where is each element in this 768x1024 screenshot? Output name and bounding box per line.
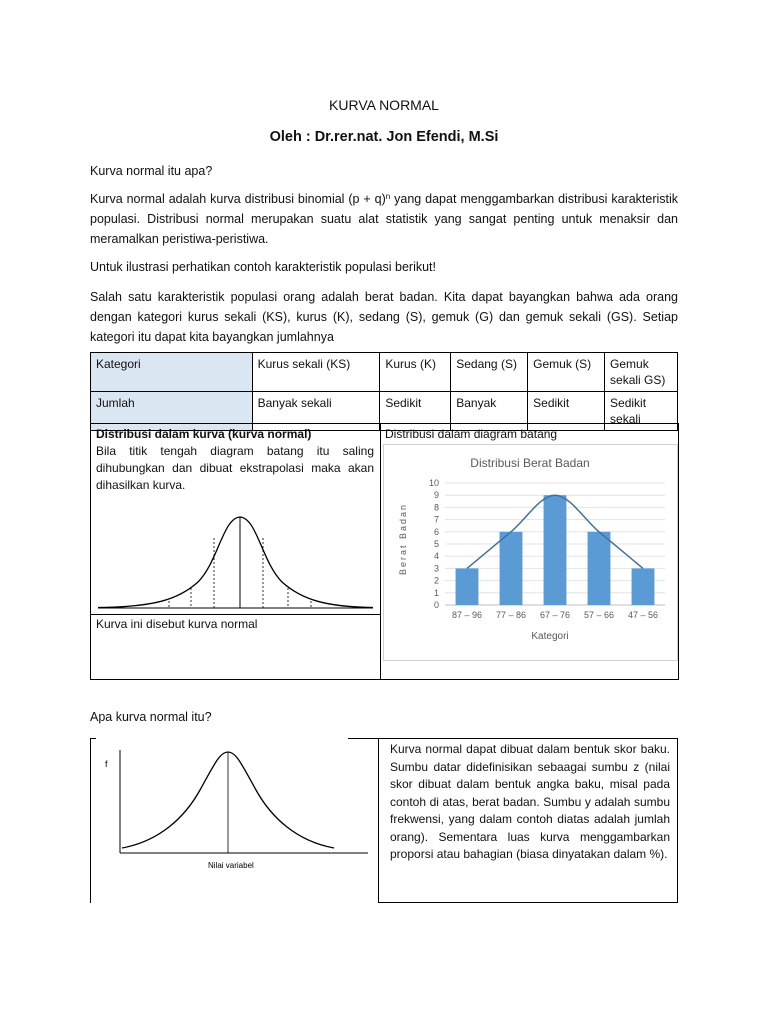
caption-divider bbox=[90, 614, 381, 615]
author-line: Oleh : Dr.rer.nat. Jon Efendi, M.Si bbox=[269, 129, 499, 145]
f-label: f bbox=[105, 759, 108, 769]
table-cell: Kurus (K) bbox=[380, 353, 451, 392]
x-label: Nilai variabel bbox=[208, 861, 254, 870]
category-table bbox=[90, 352, 678, 431]
x-tick-label: 67 – 76 bbox=[539, 610, 571, 620]
panel-divider bbox=[380, 423, 381, 679]
y-tick-label: 5 bbox=[433, 539, 439, 549]
table-cell: Gemuk sekali GS) bbox=[605, 353, 678, 392]
left-panel-caption: Kurva ini disebut kurva normal bbox=[96, 617, 258, 631]
figure-border-bottom bbox=[378, 902, 678, 903]
figure-border-right bbox=[677, 738, 678, 903]
paragraph-z-score: Kurva normal dapat dibuat dalam bentuk skor baku. Sumbu datar didefinisikan sebaagai sumbu z (nilai skor dibuat dalam bentuk angka baku, misal pada contoh di atas, berat badan. Sumbu y adalah sumbu frekwensi, yang dalam contoh diatas adalah jumlah orang). Sementara luas kurva menggambarkan proporsi atau bahagian (biasa dinyatakan dalam %). bbox=[390, 742, 670, 861]
bar bbox=[500, 532, 523, 605]
figure-border-left bbox=[90, 738, 91, 903]
bell-curve bbox=[98, 517, 373, 608]
x-axis-label: Kategori bbox=[531, 631, 569, 642]
table-cell: Sedikit bbox=[528, 392, 605, 431]
table-cell: Jumlah bbox=[91, 392, 253, 431]
y-tick-label: 3 bbox=[433, 563, 439, 574]
y-tick-label: 6 bbox=[433, 526, 439, 537]
x-tick-label: 77 – 86 bbox=[495, 610, 527, 620]
bar-chart bbox=[383, 444, 679, 662]
bar bbox=[544, 495, 567, 605]
y-tick-label: 0 bbox=[433, 600, 439, 610]
para1-text-b: yang dapat menggambarkan distribusi karakteristik populasi. Distribusi normal merupakan suatu alat statistik yang sangat penting untuk menaksir dan meramalkan peristiwa-peristiwa. bbox=[90, 192, 679, 246]
table-cell: Kategori bbox=[91, 353, 253, 392]
left-panel-text: Bila titik tengah diagram batang itu saling dihubungkan dan dibuat ekstrapolasi maka akan dihasilkan kurva. bbox=[96, 444, 374, 492]
left-panel-heading: Distribusi dalam kurva (kurva normal) bbox=[96, 427, 312, 441]
right-panel-heading: Distribusi dalam diagram batang bbox=[385, 427, 558, 441]
x-tick-label: 47 – 56 bbox=[627, 610, 659, 620]
table-cell: Sedang (S) bbox=[451, 353, 528, 392]
normal-curve-small bbox=[93, 500, 378, 615]
figure-border-tick bbox=[90, 738, 96, 739]
figure-border-mid bbox=[378, 738, 379, 903]
y-tick-label: 4 bbox=[433, 551, 439, 562]
normal-curve-large bbox=[100, 745, 370, 900]
y-tick-label: 8 bbox=[433, 502, 439, 513]
bar bbox=[632, 568, 655, 605]
table-cell: Gemuk (S) bbox=[528, 353, 605, 392]
question-heading-1: Kurva normal itu apa? bbox=[90, 164, 213, 178]
y-axis-label: Berat Badan bbox=[398, 502, 408, 576]
table-cell: Sedikit bbox=[380, 392, 451, 431]
chart-title: Distribusi Berat Badan bbox=[470, 456, 590, 470]
y-tick-label: 1 bbox=[433, 587, 439, 598]
para1-text-a: Kurva normal adalah kurva distribusi binomial (p + q) bbox=[90, 192, 386, 206]
paragraph-characteristic: Salah satu karakteristik populasi orang adalah berat badan. Kita dapat bayangkan bahwa ada orang dengan kategori kurus sekali (KS), kurus (K), sedang (S), gemuk (G) dan gemuk sekali (GS). Setiap kategori itu dapat kita bayangkan jumlahnya bbox=[90, 290, 678, 344]
table-cell: Sedikit sekali bbox=[605, 392, 678, 431]
table-cell: Banyak sekali bbox=[252, 392, 380, 431]
figure-border-top bbox=[348, 738, 678, 739]
paragraph-illustration: Untuk ilustrasi perhatikan contoh karakteristik populasi berikut! bbox=[90, 260, 437, 274]
bar bbox=[456, 568, 479, 605]
table-row bbox=[91, 353, 678, 392]
chart-frame bbox=[384, 445, 678, 661]
y-tick-label: 2 bbox=[433, 575, 439, 586]
y-tick-label: 10 bbox=[428, 478, 439, 488]
table-cell: Kurus sekali (KS) bbox=[252, 353, 380, 392]
page-title: KURVA NORMAL bbox=[329, 97, 439, 113]
table-cell: Banyak bbox=[451, 392, 528, 431]
y-tick-label: 9 bbox=[433, 490, 439, 501]
paragraph-definition bbox=[90, 189, 678, 249]
para1-superscript: n bbox=[385, 192, 391, 201]
question-heading-2: Apa kurva normal itu? bbox=[90, 710, 212, 724]
y-tick-label: 7 bbox=[433, 514, 439, 525]
x-tick-label: 57 – 66 bbox=[583, 610, 615, 620]
x-tick-label: 87 – 96 bbox=[451, 610, 483, 620]
bar bbox=[588, 532, 611, 605]
